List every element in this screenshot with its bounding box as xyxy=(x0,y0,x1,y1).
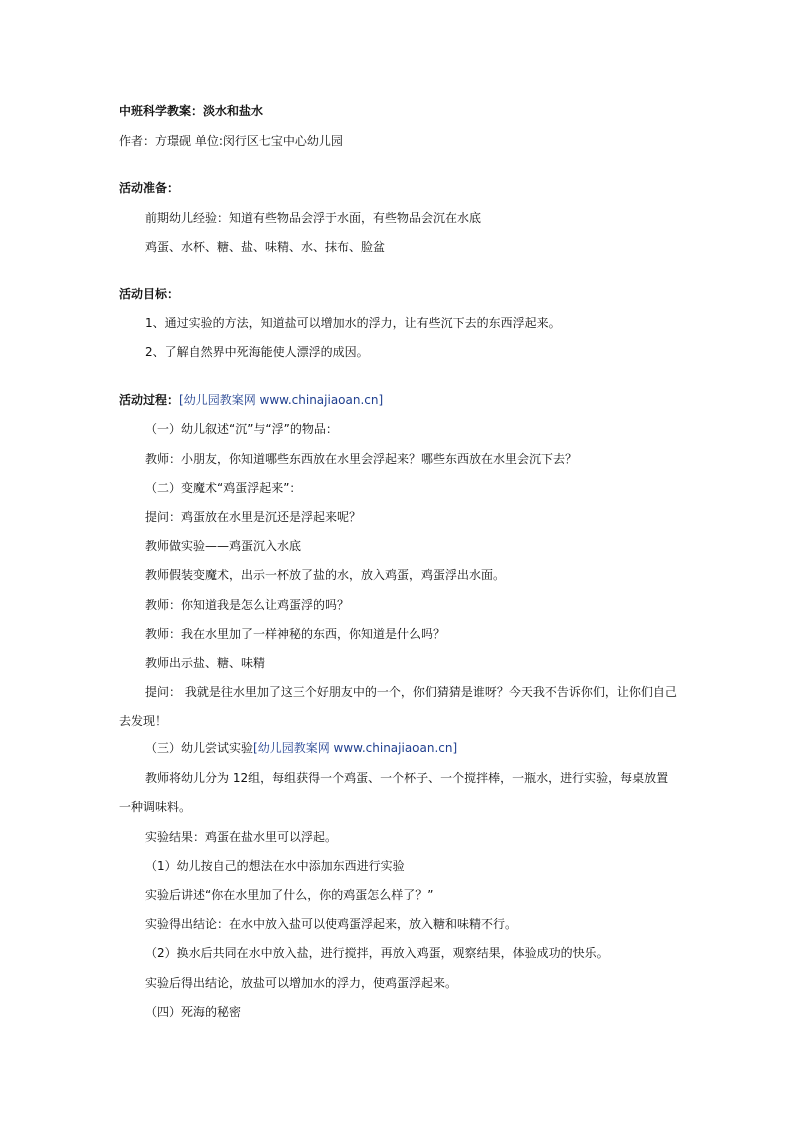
author-line: 作者：方璟砚 单位:闵行区七宝中心幼儿园 xyxy=(119,134,343,148)
preparation-line-1: 前期幼儿经验：知道有些物品会浮于水面，有些物品会沉在水底 xyxy=(145,211,482,225)
process-line-1: （一）幼儿叙述“沉”与“浮”的物品： xyxy=(145,422,338,436)
process-line-17: 实验后讲述“你在水里加了什么，你的鸡蛋怎么样了？” xyxy=(145,888,434,902)
process-heading: 活动过程： xyxy=(119,393,180,407)
process-line-21: （四）死海的秘密 xyxy=(145,1005,242,1019)
preparation-line-2: 鸡蛋、水杯、糖、盐、味精、水、抹布、脸盆 xyxy=(145,240,386,254)
process-line-8: 教师：我在水里加了一样神秘的东西，你知道是什么吗？ xyxy=(145,627,446,641)
document-title: 中班科学教案：淡水和盐水 xyxy=(119,104,264,118)
process-line-5: 教师做实验——鸡蛋沉入水底 xyxy=(145,539,302,553)
process-heading-row xyxy=(119,392,383,408)
process-heading-link[interactable]: [幼儿园教案网 www.chinajiaoan.cn] xyxy=(179,393,384,407)
process-line-20: 实验后得出结论，放盐可以增加水的浮力，使鸡蛋浮起来。 xyxy=(145,976,458,990)
process-line-13: 教师将幼儿分为 12组，每组获得一个鸡蛋、一个杯子、一个搅拌棒，一瓶水，进行实验，每桌放置 xyxy=(145,771,669,785)
process-line-18: 实验得出结论：在水中放入盐可以使鸡蛋浮起来，放入糖和味精不行。 xyxy=(145,917,518,931)
process-line-12-row xyxy=(145,740,457,756)
process-line-6: 教师假装变魔术，出示一杯放了盐的水，放入鸡蛋，鸡蛋浮出水面。 xyxy=(145,568,506,582)
process-line-10: 提问： 我就是往水里加了这三个好朋友中的一个，你们猜猜是谁呀？今天我不告诉你们，让你们自己 xyxy=(145,685,677,699)
process-line-16: （1）幼儿按自己的想法在水中添加东西进行实验 xyxy=(145,859,405,873)
process-line-19: （2）换水后共同在水中放入盐，进行搅拌，再放入鸡蛋，观察结果，体验成功的快乐。 xyxy=(145,946,609,960)
process-line-2: 教师：小朋友，你知道哪些东西放在水里会浮起来？哪些东西放在水里会沉下去？ xyxy=(145,452,578,466)
process-line-4: 提问：鸡蛋放在水里是沉还是浮起来呢？ xyxy=(145,510,362,524)
process-line-3: （二）变魔术“鸡蛋浮起来”： xyxy=(145,481,302,495)
goals-line-2: 2、了解自然界中死海能使人漂浮的成因。 xyxy=(145,345,369,359)
process-line-12-link[interactable]: [幼儿园教案网 www.chinajiaoan.cn] xyxy=(253,741,458,755)
goals-heading: 活动目标： xyxy=(119,287,180,301)
goals-line-1: 1、通过实验的方法，知道盐可以增加水的浮力，让有些沉下去的东西浮起来。 xyxy=(145,316,561,330)
process-line-11: 去发现！ xyxy=(119,714,168,728)
process-line-15: 实验结果：鸡蛋在盐水里可以浮起。 xyxy=(145,830,338,844)
process-line-7: 教师：你知道我是怎么让鸡蛋浮的吗？ xyxy=(145,598,350,612)
process-line-14: 一种调味料。 xyxy=(119,800,192,814)
process-line-9: 教师出示盐、糖、味精 xyxy=(145,656,266,670)
preparation-heading: 活动准备： xyxy=(119,181,180,195)
process-line-12: （三）幼儿尝试实验 xyxy=(145,741,254,755)
